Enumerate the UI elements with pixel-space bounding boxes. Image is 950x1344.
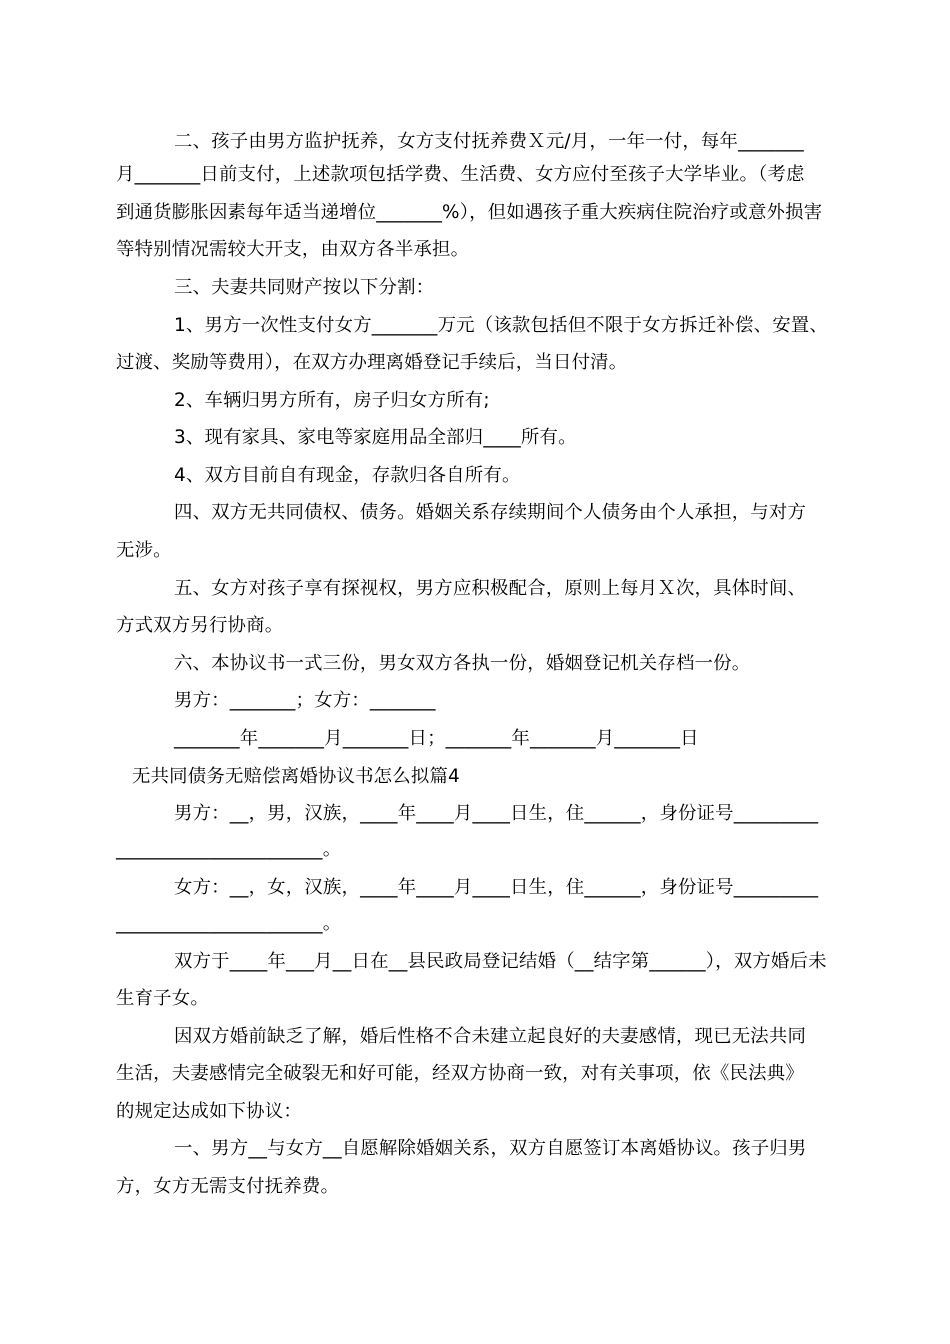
- paragraph-line: 六、本协议书一式三份，男女双方各执一份，婚姻登记机关存档一份。: [174, 653, 751, 674]
- paragraph-line: 双方于____年___月__日在__县民政局登记结婚（__结字第______），双方婚后未: [174, 951, 827, 972]
- paragraph-line: ______________________。: [116, 839, 342, 860]
- paragraph-line: 女方：__，女，汉族，____年____月____日生，住______，身份证号_________: [174, 877, 819, 898]
- paragraph-line: 月_______日前支付，上述款项包括学费、生活费、女方应付至孩子大学毕业。（考虑: [116, 164, 805, 185]
- paragraph-line: ______________________。: [116, 913, 342, 934]
- date-line: _______年_______月_______日；_______年_______月_______日: [174, 728, 699, 749]
- paragraph-line: 3、现有家具、家电等家庭用品全部归____所有。: [174, 427, 577, 448]
- paragraph-line: 因双方婚前缺乏了解，婚后性格不合未建立起良好的夫妻感情，现已无法共同: [174, 1026, 807, 1047]
- paragraph-line: 二、孩子由男方监护抚养，女方支付抚养费Ｘ元/月，一年一付，每年_______: [174, 131, 804, 152]
- paragraph-line: 五、女方对孩子享有探视权，男方应积极配合，原则上每月Ｘ次，具体时间、: [174, 578, 807, 599]
- article-title: 无共同债务无赔偿离婚协议书怎么拟篇4: [132, 766, 460, 787]
- paragraph-line: 2、车辆归男方所有，房子归女方所有;: [174, 390, 490, 411]
- paragraph-line: 男方：__，男，汉族，____年____月____日生，住______，身份证号_________: [174, 803, 819, 824]
- paragraph-line: 等特别情况需较大开支，由双方各半承担。: [116, 239, 470, 260]
- paragraph-line: 生活，夫妻感情完全破裂无和好可能，经双方协商一致，对有关事项，依《民法典》: [116, 1063, 804, 1084]
- paragraph-line: 四、双方无共同债权、债务。婚姻关系存续期间个人债务由个人承担，与对方: [174, 502, 807, 523]
- paragraph-line: 的规定达成如下协议：: [116, 1101, 302, 1122]
- paragraph-line: 1、男方一次性支付女方_______万元（该款包括但不限于女方拆迁补偿、安置、: [174, 315, 828, 336]
- signature-line: 男方：_______；女方：_______: [174, 690, 436, 711]
- section-heading: 三、夫妻共同财产按以下分割：: [174, 277, 435, 298]
- paragraph-line: 4、双方目前自有现金，存款归各自所有。: [174, 465, 521, 486]
- paragraph-line: 到通货膨胀因素每年适当递增位_______%），但如遇孩子重大疾病住院治疗或意外损害: [116, 202, 823, 223]
- paragraph-line: 一、男方__与女方__自愿解除婚姻关系，双方自愿签订本离婚协议。孩子归男: [174, 1138, 807, 1159]
- paragraph-line: 方，女方无需支付抚养费。: [116, 1176, 340, 1197]
- paragraph-line: 无涉。: [116, 540, 172, 561]
- paragraph-line: 方式双方另行协商。: [116, 615, 284, 636]
- paragraph-line: 生育子女。: [116, 988, 209, 1009]
- paragraph-line: 过渡、奖励等费用），在双方办理离婚登记手续后，当日付清。: [116, 352, 628, 373]
